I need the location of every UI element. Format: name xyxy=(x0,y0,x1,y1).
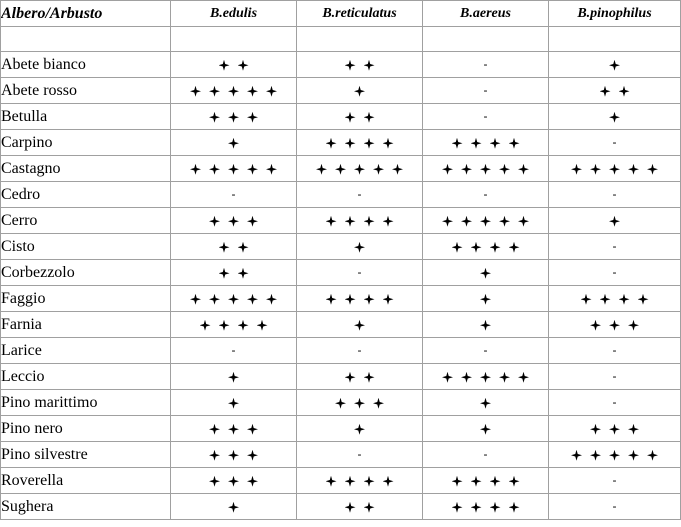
four-point-star-icon xyxy=(228,86,239,97)
four-point-star-icon xyxy=(364,476,375,487)
tree-name-cell: Farnia xyxy=(1,312,171,338)
header-b-reticulatus: B.reticulatus xyxy=(297,1,423,27)
four-point-star-icon xyxy=(345,294,356,305)
four-point-star-icon xyxy=(345,216,356,227)
four-point-star-icon xyxy=(609,450,620,461)
four-point-star-icon xyxy=(490,242,501,253)
rating-cell xyxy=(297,208,423,234)
header-b-pinophilus: B.pinophilus xyxy=(549,1,681,27)
four-point-star-icon xyxy=(480,320,491,331)
rating-cell xyxy=(423,494,549,520)
header-b-edulis: B.edulis xyxy=(171,1,297,27)
four-point-star-icon xyxy=(619,86,630,97)
dash-mark: - xyxy=(612,499,617,513)
four-point-star-icon xyxy=(471,502,482,513)
four-point-star-icon xyxy=(326,138,337,149)
four-point-star-icon xyxy=(247,86,258,97)
four-point-star-icon xyxy=(480,424,491,435)
four-point-star-icon xyxy=(219,268,230,279)
dash-mark: - xyxy=(483,57,488,71)
four-point-star-icon xyxy=(247,294,258,305)
header-tree-shrub: Albero/Arbusto xyxy=(1,1,171,27)
four-point-star-icon xyxy=(518,216,529,227)
four-point-star-icon xyxy=(209,164,220,175)
four-point-star-icon xyxy=(247,216,258,227)
table-row xyxy=(1,286,681,312)
tree-name-cell: Carpino xyxy=(1,130,171,156)
rating-cell xyxy=(423,364,549,390)
dash-mark: - xyxy=(483,109,488,123)
rating-cell xyxy=(423,52,549,78)
dash-mark: - xyxy=(357,447,362,461)
four-point-star-icon xyxy=(480,398,491,409)
four-point-star-icon xyxy=(480,268,491,279)
four-point-star-icon xyxy=(238,320,249,331)
empty-cell xyxy=(549,27,681,52)
table-row xyxy=(1,442,681,468)
rating-cell xyxy=(549,312,681,338)
dash-mark: - xyxy=(612,369,617,383)
four-point-star-icon xyxy=(228,164,239,175)
four-point-star-icon xyxy=(364,60,375,71)
four-point-star-icon xyxy=(392,164,403,175)
table-row xyxy=(1,364,681,390)
empty-row xyxy=(1,27,681,52)
four-point-star-icon xyxy=(609,216,620,227)
four-point-star-icon xyxy=(266,86,277,97)
four-point-star-icon xyxy=(228,294,239,305)
rating-cell xyxy=(297,338,423,364)
four-point-star-icon xyxy=(190,164,201,175)
four-point-star-icon xyxy=(609,60,620,71)
four-point-star-icon xyxy=(383,216,394,227)
four-point-star-icon xyxy=(619,294,630,305)
dash-mark: - xyxy=(612,395,617,409)
table-row xyxy=(1,104,681,130)
table-row xyxy=(1,156,681,182)
tree-name-cell: Roverella xyxy=(1,468,171,494)
four-point-star-icon xyxy=(364,112,375,123)
rating-cell xyxy=(549,78,681,104)
rating-cell xyxy=(171,286,297,312)
rating-cell xyxy=(549,416,681,442)
dash-mark: - xyxy=(357,343,362,357)
rating-cell xyxy=(171,442,297,468)
four-point-star-icon xyxy=(461,372,472,383)
rating-cell xyxy=(549,468,681,494)
four-point-star-icon xyxy=(335,398,346,409)
four-point-star-icon xyxy=(590,320,601,331)
four-point-star-icon xyxy=(326,476,337,487)
table-row xyxy=(1,52,681,78)
header-row xyxy=(1,1,681,27)
four-point-star-icon xyxy=(452,242,463,253)
tree-name-cell: Corbezzolo xyxy=(1,260,171,286)
rating-cell xyxy=(423,182,549,208)
tree-name-cell: Abete bianco xyxy=(1,52,171,78)
rating-cell xyxy=(549,338,681,364)
table-row xyxy=(1,234,681,260)
rating-cell xyxy=(171,208,297,234)
four-point-star-icon xyxy=(480,164,491,175)
four-point-star-icon xyxy=(228,372,239,383)
rating-cell xyxy=(423,156,549,182)
four-point-star-icon xyxy=(219,242,230,253)
four-point-star-icon xyxy=(219,320,230,331)
rating-cell xyxy=(549,104,681,130)
four-point-star-icon xyxy=(316,164,327,175)
four-point-star-icon xyxy=(609,112,620,123)
four-point-star-icon xyxy=(364,294,375,305)
rating-cell xyxy=(297,52,423,78)
rating-cell xyxy=(171,390,297,416)
tree-name-cell: Larice xyxy=(1,338,171,364)
rating-cell xyxy=(549,286,681,312)
dash-mark: - xyxy=(612,187,617,201)
dash-mark: - xyxy=(612,135,617,149)
four-point-star-icon xyxy=(480,294,491,305)
four-point-star-icon xyxy=(518,372,529,383)
four-point-star-icon xyxy=(581,294,592,305)
four-point-star-icon xyxy=(509,502,520,513)
empty-cell xyxy=(1,27,171,52)
four-point-star-icon xyxy=(345,112,356,123)
tree-name-cell: Abete rosso xyxy=(1,78,171,104)
rating-cell xyxy=(297,130,423,156)
dash-mark: - xyxy=(612,265,617,279)
table-row xyxy=(1,78,681,104)
empty-cell xyxy=(297,27,423,52)
rating-cell xyxy=(171,52,297,78)
rating-cell xyxy=(171,260,297,286)
rating-cell xyxy=(297,78,423,104)
rating-cell xyxy=(423,338,549,364)
four-point-star-icon xyxy=(209,216,220,227)
four-point-star-icon xyxy=(228,112,239,123)
four-point-star-icon xyxy=(209,424,220,435)
four-point-star-icon xyxy=(383,476,394,487)
rating-cell xyxy=(171,494,297,520)
four-point-star-icon xyxy=(354,242,365,253)
four-point-star-icon xyxy=(200,320,211,331)
rating-cell xyxy=(423,468,549,494)
four-point-star-icon xyxy=(471,242,482,253)
four-point-star-icon xyxy=(219,60,230,71)
rating-cell xyxy=(171,468,297,494)
four-point-star-icon xyxy=(461,164,472,175)
dash-mark: - xyxy=(612,239,617,253)
dash-mark: - xyxy=(483,447,488,461)
table-row xyxy=(1,494,681,520)
rating-cell xyxy=(171,156,297,182)
rating-cell xyxy=(297,442,423,468)
four-point-star-icon xyxy=(209,112,220,123)
four-point-star-icon xyxy=(247,164,258,175)
rating-cell xyxy=(297,104,423,130)
four-point-star-icon xyxy=(452,502,463,513)
rating-cell xyxy=(549,130,681,156)
header-b-aereus: B.aereus xyxy=(423,1,549,27)
four-point-star-icon xyxy=(628,424,639,435)
four-point-star-icon xyxy=(647,450,658,461)
four-point-star-icon xyxy=(354,164,365,175)
rating-cell xyxy=(549,208,681,234)
rating-cell xyxy=(297,390,423,416)
dash-mark: - xyxy=(483,83,488,97)
four-point-star-icon xyxy=(345,502,356,513)
empty-cell xyxy=(423,27,549,52)
rating-cell xyxy=(549,260,681,286)
four-point-star-icon xyxy=(247,476,258,487)
four-point-star-icon xyxy=(335,164,346,175)
four-point-star-icon xyxy=(345,138,356,149)
rating-cell xyxy=(423,130,549,156)
four-point-star-icon xyxy=(490,138,501,149)
table-row xyxy=(1,312,681,338)
dash-mark: - xyxy=(357,265,362,279)
table-row xyxy=(1,468,681,494)
four-point-star-icon xyxy=(490,476,501,487)
four-point-star-icon xyxy=(238,60,249,71)
rating-cell xyxy=(549,442,681,468)
four-point-star-icon xyxy=(364,372,375,383)
four-point-star-icon xyxy=(373,398,384,409)
four-point-star-icon xyxy=(590,164,601,175)
rating-cell xyxy=(549,234,681,260)
rating-cell xyxy=(171,364,297,390)
dash-mark: - xyxy=(612,473,617,487)
tree-name-cell: Pino silvestre xyxy=(1,442,171,468)
rating-cell xyxy=(549,182,681,208)
four-point-star-icon xyxy=(373,164,384,175)
rating-cell xyxy=(171,182,297,208)
rating-cell xyxy=(423,286,549,312)
tree-name-cell: Pino marittimo xyxy=(1,390,171,416)
four-point-star-icon xyxy=(383,138,394,149)
four-point-star-icon xyxy=(638,294,649,305)
dash-mark: - xyxy=(612,343,617,357)
four-point-star-icon xyxy=(228,398,239,409)
four-point-star-icon xyxy=(345,372,356,383)
four-point-star-icon xyxy=(345,476,356,487)
four-point-star-icon xyxy=(228,424,239,435)
tree-name-cell: Pino nero xyxy=(1,416,171,442)
rating-cell xyxy=(297,182,423,208)
four-point-star-icon xyxy=(326,294,337,305)
empty-cell xyxy=(171,27,297,52)
four-point-star-icon xyxy=(609,164,620,175)
tree-name-cell: Leccio xyxy=(1,364,171,390)
four-point-star-icon xyxy=(247,112,258,123)
four-point-star-icon xyxy=(628,450,639,461)
four-point-star-icon xyxy=(442,216,453,227)
dash-mark: - xyxy=(357,187,362,201)
rating-cell xyxy=(423,312,549,338)
rating-cell xyxy=(423,416,549,442)
rating-cell xyxy=(171,78,297,104)
four-point-star-icon xyxy=(452,476,463,487)
four-point-star-icon xyxy=(461,216,472,227)
tree-name-cell: Faggio xyxy=(1,286,171,312)
four-point-star-icon xyxy=(590,424,601,435)
four-point-star-icon xyxy=(609,424,620,435)
rating-cell xyxy=(549,494,681,520)
four-point-star-icon xyxy=(257,320,268,331)
four-point-star-icon xyxy=(345,60,356,71)
four-point-star-icon xyxy=(490,502,501,513)
four-point-star-icon xyxy=(600,294,611,305)
four-point-star-icon xyxy=(228,216,239,227)
table-row xyxy=(1,416,681,442)
four-point-star-icon xyxy=(354,398,365,409)
four-point-star-icon xyxy=(209,294,220,305)
four-point-star-icon xyxy=(364,138,375,149)
four-point-star-icon xyxy=(499,164,510,175)
rating-cell xyxy=(171,338,297,364)
four-point-star-icon xyxy=(266,164,277,175)
dash-mark: - xyxy=(231,343,236,357)
four-point-star-icon xyxy=(383,294,394,305)
four-point-star-icon xyxy=(509,476,520,487)
rating-cell xyxy=(297,156,423,182)
four-point-star-icon xyxy=(600,86,611,97)
rating-cell xyxy=(423,234,549,260)
four-point-star-icon xyxy=(471,476,482,487)
four-point-star-icon xyxy=(364,502,375,513)
four-point-star-icon xyxy=(266,294,277,305)
rating-cell xyxy=(549,156,681,182)
tree-name-cell: Betulla xyxy=(1,104,171,130)
tree-name-cell: Castagno xyxy=(1,156,171,182)
four-point-star-icon xyxy=(190,294,201,305)
dash-mark: - xyxy=(483,187,488,201)
four-point-star-icon xyxy=(480,372,491,383)
four-point-star-icon xyxy=(190,86,201,97)
table-row xyxy=(1,130,681,156)
rating-cell xyxy=(423,390,549,416)
rating-cell xyxy=(171,312,297,338)
four-point-star-icon xyxy=(499,216,510,227)
rating-cell xyxy=(423,104,549,130)
four-point-star-icon xyxy=(518,164,529,175)
rating-cell xyxy=(297,260,423,286)
rating-cell xyxy=(423,442,549,468)
rating-cell xyxy=(297,234,423,260)
rating-cell xyxy=(423,78,549,104)
four-point-star-icon xyxy=(228,138,239,149)
four-point-star-icon xyxy=(480,216,491,227)
four-point-star-icon xyxy=(209,476,220,487)
rating-cell xyxy=(297,468,423,494)
four-point-star-icon xyxy=(628,320,639,331)
four-point-star-icon xyxy=(209,450,220,461)
table-row xyxy=(1,182,681,208)
four-point-star-icon xyxy=(571,164,582,175)
four-point-star-icon xyxy=(247,450,258,461)
tree-name-cell: Cedro xyxy=(1,182,171,208)
four-point-star-icon xyxy=(628,164,639,175)
four-point-star-icon xyxy=(471,138,482,149)
four-point-star-icon xyxy=(452,138,463,149)
rating-cell xyxy=(549,52,681,78)
dash-mark: - xyxy=(231,187,236,201)
rating-cell xyxy=(171,104,297,130)
four-point-star-icon xyxy=(442,372,453,383)
rating-cell xyxy=(297,416,423,442)
four-point-star-icon xyxy=(590,450,601,461)
four-point-star-icon xyxy=(228,450,239,461)
four-point-star-icon xyxy=(509,242,520,253)
table-row xyxy=(1,260,681,286)
rating-cell xyxy=(297,494,423,520)
rating-cell xyxy=(549,364,681,390)
four-point-star-icon xyxy=(354,424,365,435)
four-point-star-icon xyxy=(238,242,249,253)
tree-name-cell: Cisto xyxy=(1,234,171,260)
four-point-star-icon xyxy=(499,372,510,383)
four-point-star-icon xyxy=(354,320,365,331)
four-point-star-icon xyxy=(238,268,249,279)
table-row xyxy=(1,390,681,416)
rating-cell xyxy=(297,364,423,390)
four-point-star-icon xyxy=(364,216,375,227)
table-row xyxy=(1,338,681,364)
rating-cell xyxy=(171,234,297,260)
tree-name-cell: Sughera xyxy=(1,494,171,520)
four-point-star-icon xyxy=(647,164,658,175)
rating-cell xyxy=(171,130,297,156)
table-row xyxy=(1,208,681,234)
four-point-star-icon xyxy=(609,320,620,331)
four-point-star-icon xyxy=(228,476,239,487)
tree-name-cell: Cerro xyxy=(1,208,171,234)
four-point-star-icon xyxy=(442,164,453,175)
rating-cell xyxy=(297,286,423,312)
rating-cell xyxy=(423,208,549,234)
four-point-star-icon xyxy=(354,86,365,97)
rating-cell xyxy=(549,390,681,416)
four-point-star-icon xyxy=(247,424,258,435)
rating-cell xyxy=(171,416,297,442)
four-point-star-icon xyxy=(209,86,220,97)
rating-cell xyxy=(423,260,549,286)
rating-cell xyxy=(297,312,423,338)
four-point-star-icon xyxy=(509,138,520,149)
four-point-star-icon xyxy=(228,502,239,513)
four-point-star-icon xyxy=(571,450,582,461)
four-point-star-icon xyxy=(326,216,337,227)
dash-mark: - xyxy=(483,343,488,357)
